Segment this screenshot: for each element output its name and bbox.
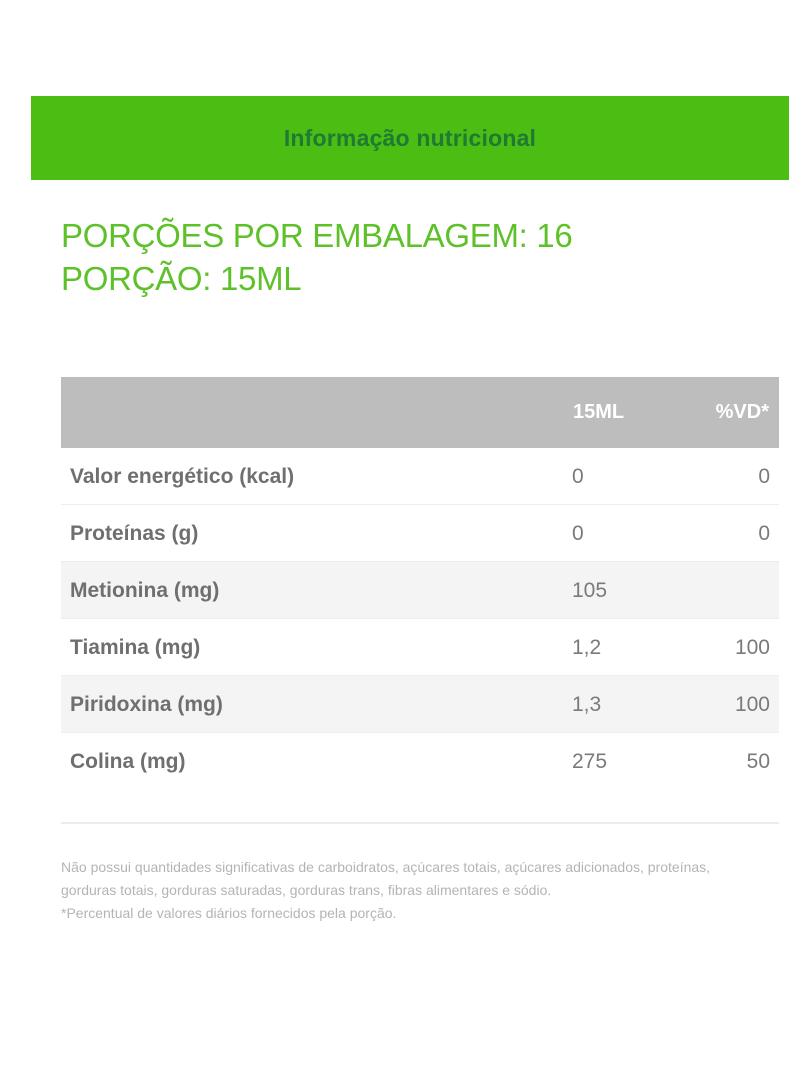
portions-info <box>61 214 572 300</box>
nutrient-name: Proteínas (g) <box>70 522 199 545</box>
table-header <box>61 377 779 448</box>
vd-note: *Percentual de valores diários fornecidos pela porção. <box>61 905 397 921</box>
table-row <box>61 676 779 733</box>
portions-per-package: PORÇÕES POR EMBALAGEM: 16 <box>61 217 573 254</box>
significance-note: Não possui quantidades significativas de carboidratos, açúcares totais, açúcares adicionados, proteínas, gorduras totais, gorduras saturadas, gorduras trans, fibras alimentares e sódio. <box>61 859 711 898</box>
nutrient-per-portion: 0 <box>572 465 584 488</box>
table-row <box>61 619 779 676</box>
table-row <box>61 448 779 505</box>
nutrient-vd: 0 <box>758 465 770 488</box>
nutrient-per-portion: 0 <box>572 522 584 545</box>
nutrient-name: Colina (mg) <box>70 750 186 773</box>
column-header-vd: %VD* <box>715 401 769 423</box>
divider <box>61 822 779 824</box>
column-header-portion: 15ML <box>573 401 625 423</box>
nutrient-per-portion: 275 <box>572 750 608 773</box>
header-title: Informação nutricional <box>283 124 537 151</box>
portion-size: PORÇÃO: 15ML <box>61 260 302 297</box>
nutrient-per-portion: 1,2 <box>572 636 602 659</box>
nutrient-vd: 100 <box>734 693 770 716</box>
footnotes <box>61 856 711 925</box>
nutrient-name: Piridoxina (mg) <box>70 693 223 716</box>
nutrient-name: Tiamina (mg) <box>70 636 201 659</box>
nutrient-name: Metionina (mg) <box>70 579 220 602</box>
nutrient-per-portion: 1,3 <box>572 693 602 716</box>
nutrient-vd: 100 <box>734 636 770 659</box>
table-row <box>61 505 779 562</box>
nutrient-name: Valor energético (kcal) <box>70 465 295 488</box>
nutrient-per-portion: 105 <box>572 579 608 602</box>
nutrition-header-bar <box>31 96 789 180</box>
nutrition-table <box>61 377 779 789</box>
table-row <box>61 733 779 789</box>
nutrient-vd: 0 <box>758 522 770 545</box>
nutrient-vd: 50 <box>746 750 770 773</box>
table-row <box>61 562 779 619</box>
